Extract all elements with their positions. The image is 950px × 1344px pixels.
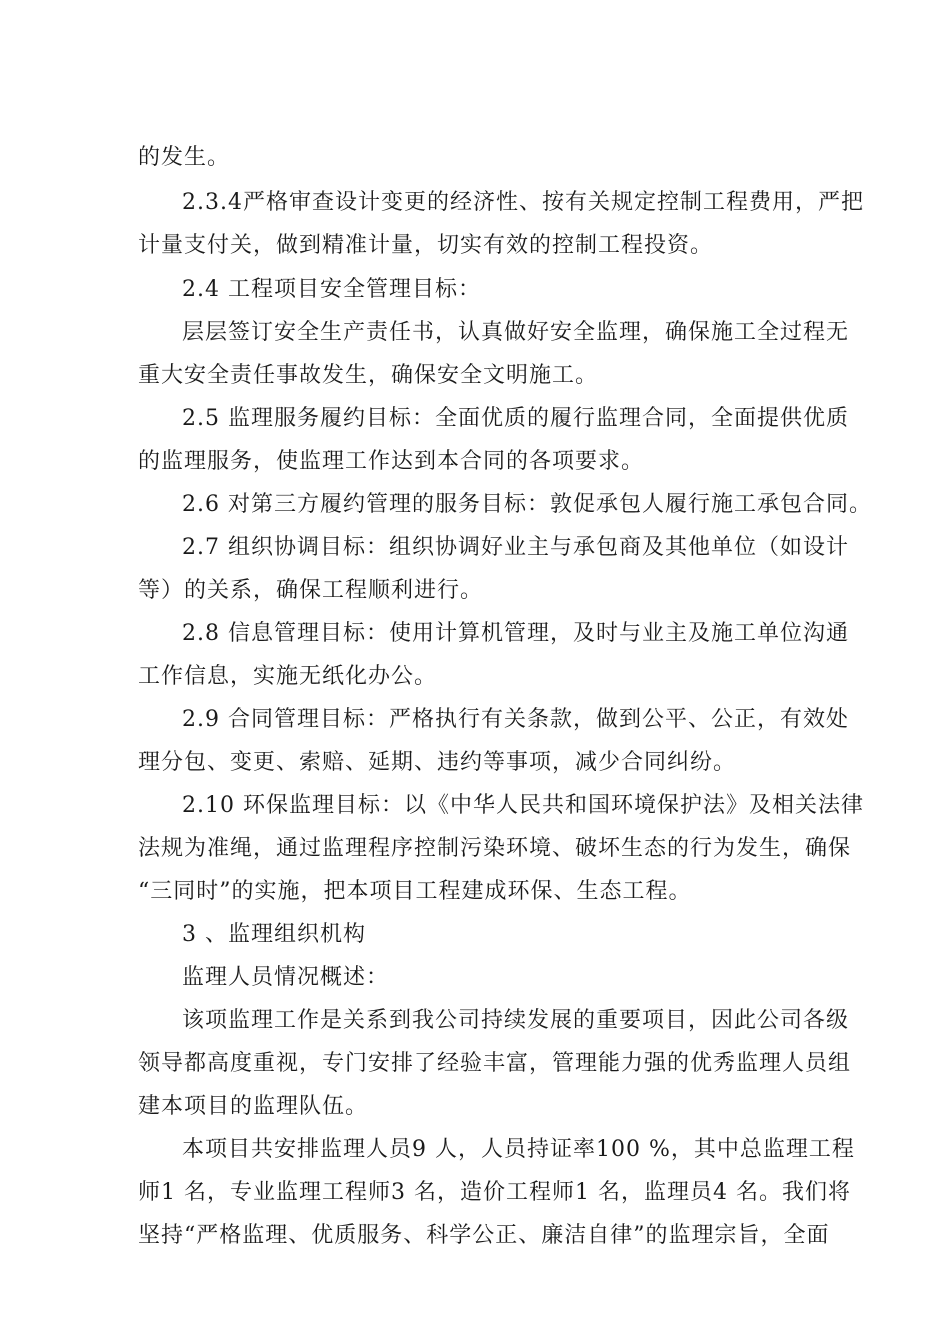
section-heading: 3 、监理组织机构 [182, 922, 366, 947]
text-line: 2.7 组织协调目标：组织协调好业主与承包商及其他单位（如设计 [182, 535, 849, 560]
text-line: “三同时”的实施，把本项目工程建成环保、生态工程。 [138, 879, 692, 904]
text-line: 建本项目的监理队伍。 [138, 1094, 369, 1119]
text-line: 的监理服务，使监理工作达到本合同的各项要求。 [138, 449, 645, 474]
text-line: 理分包、变更、索赔、延期、违约等事项，减少合同纠纷。 [138, 750, 737, 775]
text-line: 等）的关系，确保工程顺利进行。 [138, 578, 484, 603]
subheading: 监理人员情况概述： [182, 965, 390, 990]
text-line: 2.3.4严格审查设计变更的经济性、按有关规定控制工程费用，严把 [182, 190, 864, 215]
section-heading: 2.4 工程项目安全管理目标： [182, 277, 481, 302]
text-line: 工作信息，实施无纸化办公。 [138, 664, 438, 689]
text-line: 领导都高度重视，专门安排了经验丰富，管理能力强的优秀监理人员组 [138, 1051, 852, 1076]
text-line: 2.9 合同管理目标：严格执行有关条款，做到公平、公正，有效处 [182, 707, 849, 732]
text-line: 2.6 对第三方履约管理的服务目标：敦促承包人履行施工承包合同。 [182, 492, 872, 517]
text-line: 2.10 环保监理目标：以《中华人民共和国环境保护法》及相关法律 [182, 793, 864, 818]
text-line: 的发生。 [138, 145, 231, 170]
text-line: 重大安全责任事故发生，确保安全文明施工。 [138, 363, 599, 388]
text-line: 该项监理工作是关系到我公司持续发展的重要项目，因此公司各级 [182, 1008, 850, 1033]
text-line: 2.5 监理服务履约目标：全面优质的履行监理合同，全面提供优质 [182, 406, 849, 431]
text-line: 本项目共安排监理人员9 人，人员持证率100 %，其中总监理工程 [182, 1137, 855, 1162]
text-line: 师1 名，专业监理工程师3 名，造价工程师1 名，监理员4 名。我们将 [138, 1180, 851, 1205]
text-line: 计量支付关，做到精准计量，切实有效的控制工程投资。 [138, 233, 714, 258]
text-line: 层层签订安全生产责任书，认真做好安全监理，确保施工全过程无 [182, 320, 850, 345]
text-line: 法规为准绳，通过监理程序控制污染环境、破坏生态的行为发生，确保 [138, 836, 852, 861]
text-line: 坚持“严格监理、优质服务、科学公正、廉洁自律”的监理宗旨，全面 [138, 1223, 830, 1248]
text-line: 2.8 信息管理目标：使用计算机管理，及时与业主及施工单位沟通 [182, 621, 849, 646]
